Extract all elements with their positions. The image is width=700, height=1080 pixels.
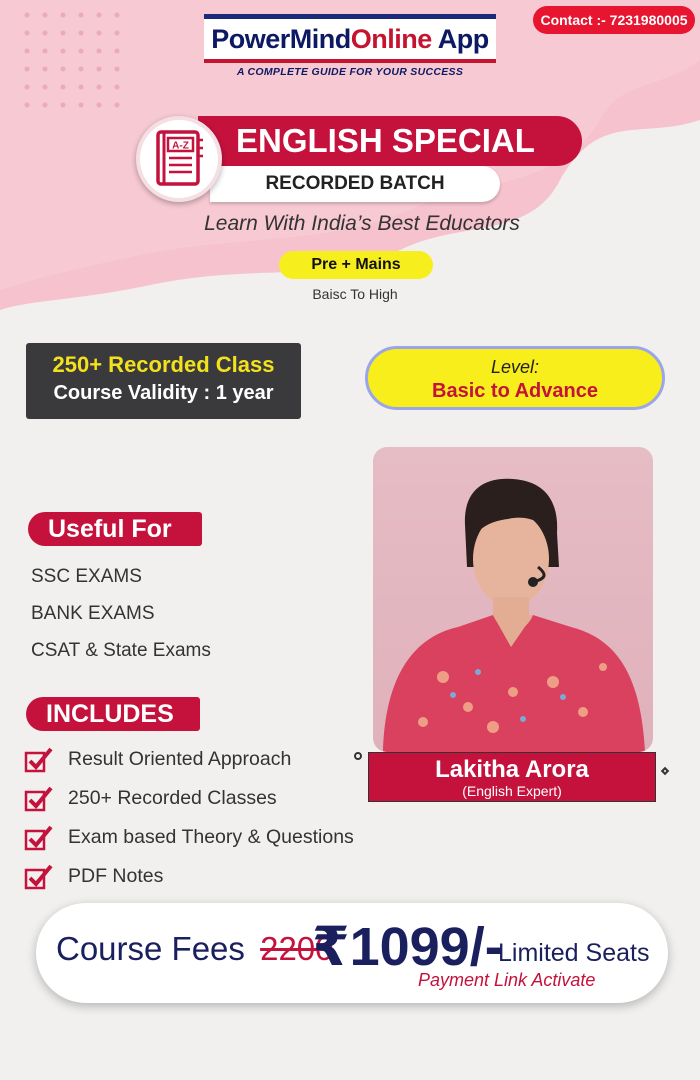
payment-link-text[interactable]: Payment Link Activate	[418, 970, 596, 990]
educator-photo	[373, 447, 653, 752]
decorative-dots	[18, 6, 128, 116]
old-price: 2200	[260, 930, 334, 967]
course-validity: Course Validity : 1 year	[53, 382, 274, 404]
include-item-text: PDF Notes	[68, 865, 164, 887]
new-price: ₹1099/-	[312, 917, 503, 977]
course-title: ENGLISH SPECIAL	[198, 116, 582, 166]
educator-name: Lakitha Arora	[435, 756, 589, 783]
book-icon	[140, 120, 218, 198]
list-item: BANK EXAMS	[31, 603, 155, 624]
educator-role: (English Expert)	[462, 783, 562, 799]
brand-name-part2: Online	[350, 24, 432, 54]
fees-label: Course Fees	[56, 930, 245, 967]
list-item: CSAT & State Exams	[31, 640, 211, 661]
include-item-text: Result Oriented Approach	[68, 748, 292, 770]
list-item: SSC EXAMS	[31, 566, 142, 587]
brand-name-part3: App	[437, 24, 489, 54]
level-box	[365, 346, 665, 410]
useful-for-heading: Useful For	[28, 512, 202, 546]
list-item	[24, 857, 354, 896]
course-tagline: Learn With India’s Best Educators	[204, 212, 520, 235]
include-item-text: Exam based Theory & Questions	[68, 826, 354, 848]
brand-logo	[204, 14, 496, 88]
contact-badge[interactable]: Contact :- 7231980005	[533, 6, 695, 34]
level-value: Basic to Advance	[432, 380, 598, 402]
include-item-text: 250+ Recorded Classes	[68, 787, 277, 809]
book-badge	[136, 116, 222, 202]
checkbox-tick-icon	[24, 823, 54, 853]
list-item	[24, 818, 354, 857]
course-info-box	[26, 343, 301, 419]
includes-heading: INCLUDES	[26, 697, 200, 731]
limited-seats: Limited Seats	[498, 939, 650, 967]
decorative-circle	[354, 752, 362, 760]
brand-tagline: A COMPLETE GUIDE FOR YOUR SUCCESS	[236, 66, 464, 78]
includes-list	[24, 740, 354, 896]
course-scope: Baisc To High	[312, 286, 398, 302]
book-icon-text: A-Z	[172, 140, 189, 152]
educator-illustration	[373, 447, 653, 752]
recorded-class-count: 250+ Recorded Class	[52, 352, 275, 377]
useful-for-list	[31, 558, 211, 669]
list-item	[24, 779, 354, 818]
exam-stage-pill: Pre + Mains	[279, 251, 433, 279]
checkbox-tick-icon	[24, 862, 54, 892]
level-label: Level:	[490, 357, 540, 377]
checkbox-tick-icon	[24, 784, 54, 814]
checkbox-tick-icon	[24, 745, 54, 775]
list-item	[24, 740, 354, 779]
brand-name-part1: PowerMind	[211, 24, 351, 54]
fees-banner[interactable]	[36, 903, 668, 1003]
course-subtitle: RECORDED BATCH	[210, 166, 500, 202]
educator-nameplate	[368, 752, 656, 802]
